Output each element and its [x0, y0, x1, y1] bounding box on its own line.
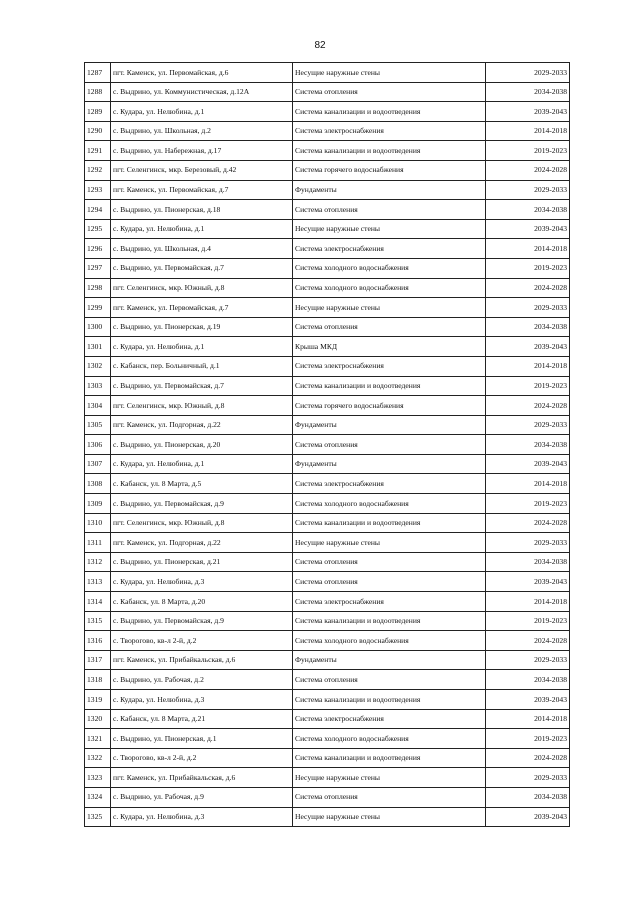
repair-period-cell: 2014-2018 [486, 709, 570, 729]
table-row [85, 709, 570, 729]
table-row [85, 533, 570, 553]
repair-period-cell: 2034-2038 [486, 787, 570, 807]
row-number-cell: 1291 [85, 141, 111, 161]
address-cell: с. Кабанск, ул. 8 Марта, д.5 [111, 474, 293, 494]
table-row [85, 435, 570, 455]
building-system-cell: Фундаменты [293, 650, 486, 670]
building-system-cell: Система отопления [293, 787, 486, 807]
repair-period-cell: 2024-2028 [486, 513, 570, 533]
address-cell: с. Кабанск, пер. Больничный, д.1 [111, 356, 293, 376]
building-system-cell: Система канализации и водоотведения [293, 513, 486, 533]
table-row [85, 787, 570, 807]
repair-period-cell: 2019-2023 [486, 729, 570, 749]
row-number-cell: 1312 [85, 552, 111, 572]
address-cell: пгт. Селенгинск, мкр. Березовый, д.42 [111, 160, 293, 180]
row-number-cell: 1293 [85, 180, 111, 200]
row-number-cell: 1309 [85, 494, 111, 514]
row-number-cell: 1308 [85, 474, 111, 494]
table-row [85, 278, 570, 298]
row-number-cell: 1321 [85, 729, 111, 749]
repair-period-cell: 2039-2043 [486, 219, 570, 239]
row-number-cell: 1298 [85, 278, 111, 298]
address-cell: с. Выдрино, ул. Школьная, д.4 [111, 239, 293, 259]
building-system-cell: Система холодного водоснабжения [293, 494, 486, 514]
table-row [85, 356, 570, 376]
table-row [85, 396, 570, 416]
building-system-cell: Система горячего водоснабжения [293, 160, 486, 180]
row-number-cell: 1319 [85, 690, 111, 710]
repair-period-cell: 2014-2018 [486, 239, 570, 259]
repair-period-cell: 2029-2033 [486, 298, 570, 318]
row-number-cell: 1324 [85, 787, 111, 807]
building-system-cell: Система канализации и водоотведения [293, 690, 486, 710]
row-number-cell: 1320 [85, 709, 111, 729]
repair-period-cell: 2014-2018 [486, 121, 570, 141]
repair-period-cell: 2019-2023 [486, 258, 570, 278]
row-number-cell: 1296 [85, 239, 111, 259]
building-system-cell: Система отопления [293, 317, 486, 337]
repair-period-cell: 2024-2028 [486, 160, 570, 180]
building-system-cell: Система горячего водоснабжения [293, 396, 486, 416]
table-row [85, 670, 570, 690]
building-system-cell: Система электроснабжения [293, 239, 486, 259]
address-cell: с. Кудара, ул. Нелюбина, д.1 [111, 337, 293, 357]
row-number-cell: 1307 [85, 454, 111, 474]
table-row [85, 376, 570, 396]
table-row [85, 102, 570, 122]
building-system-cell: Несущие наружные стены [293, 298, 486, 318]
address-cell: с. Выдрино, ул. Рабочая, д.2 [111, 670, 293, 690]
row-number-cell: 1290 [85, 121, 111, 141]
address-cell: с. Выдрино, ул. Первомайская, д.7 [111, 376, 293, 396]
address-cell: с. Кудара, ул. Нелюбина, д.1 [111, 102, 293, 122]
table-row [85, 454, 570, 474]
table-row [85, 298, 570, 318]
repair-period-cell: 2029-2033 [486, 533, 570, 553]
address-cell: с. Творогово, кв-л 2-й, д.2 [111, 631, 293, 651]
address-cell: с. Кудара, ул. Нелюбина, д.3 [111, 807, 293, 827]
repair-period-cell: 2034-2038 [486, 317, 570, 337]
row-number-cell: 1316 [85, 631, 111, 651]
address-cell: пгт. Каменск, ул. Прибайкальская, д.6 [111, 768, 293, 788]
address-cell: пгт. Каменск, ул. Первомайская, д.7 [111, 298, 293, 318]
building-system-cell: Система канализации и водоотведения [293, 102, 486, 122]
table-row [85, 729, 570, 749]
table-row [85, 219, 570, 239]
address-cell: с. Выдрино, ул. Коммунистическая, д.12А [111, 82, 293, 102]
table-row [85, 317, 570, 337]
repair-period-cell: 2039-2043 [486, 690, 570, 710]
repair-period-cell: 2034-2038 [486, 82, 570, 102]
building-system-cell: Система канализации и водоотведения [293, 748, 486, 768]
address-cell: с. Кабанск, ул. 8 Марта, д.21 [111, 709, 293, 729]
repair-period-cell: 2039-2043 [486, 102, 570, 122]
repair-period-cell: 2019-2023 [486, 494, 570, 514]
row-number-cell: 1322 [85, 748, 111, 768]
row-number-cell: 1300 [85, 317, 111, 337]
building-system-cell: Фундаменты [293, 415, 486, 435]
repair-period-cell: 2024-2028 [486, 278, 570, 298]
building-system-cell: Система отопления [293, 82, 486, 102]
address-cell: с. Выдрино, ул. Набережная, д.17 [111, 141, 293, 161]
table-row [85, 82, 570, 102]
repair-period-cell: 2029-2033 [486, 63, 570, 83]
row-number-cell: 1302 [85, 356, 111, 376]
repair-period-cell: 2039-2043 [486, 572, 570, 592]
repair-period-cell: 2014-2018 [486, 356, 570, 376]
table-row [85, 513, 570, 533]
row-number-cell: 1305 [85, 415, 111, 435]
repair-schedule-table [84, 62, 570, 827]
address-cell: пгт. Селенгинск, мкр. Южный, д.8 [111, 513, 293, 533]
row-number-cell: 1317 [85, 650, 111, 670]
repair-period-cell: 2039-2043 [486, 807, 570, 827]
table-row [85, 160, 570, 180]
building-system-cell: Система электроснабжения [293, 592, 486, 612]
row-number-cell: 1314 [85, 592, 111, 612]
table-row [85, 768, 570, 788]
row-number-cell: 1303 [85, 376, 111, 396]
building-system-cell: Система электроснабжения [293, 474, 486, 494]
repair-period-cell: 2024-2028 [486, 748, 570, 768]
row-number-cell: 1306 [85, 435, 111, 455]
table-row [85, 415, 570, 435]
row-number-cell: 1323 [85, 768, 111, 788]
building-system-cell: Несущие наружные стены [293, 807, 486, 827]
address-cell: с. Выдрино, ул. Первомайская, д.9 [111, 494, 293, 514]
building-system-cell: Система канализации и водоотведения [293, 611, 486, 631]
building-system-cell: Система канализации и водоотведения [293, 141, 486, 161]
building-system-cell: Фундаменты [293, 454, 486, 474]
repair-period-cell: 2034-2038 [486, 670, 570, 690]
address-cell: пгт. Каменск, ул. Прибайкальская, д.6 [111, 650, 293, 670]
address-cell: пгт. Селенгинск, мкр. Южный, д.8 [111, 278, 293, 298]
address-cell: с. Кудара, ул. Нелюбина, д.1 [111, 454, 293, 474]
repair-period-cell: 2029-2033 [486, 768, 570, 788]
repair-period-cell: 2024-2028 [486, 396, 570, 416]
address-cell: с. Выдрино, ул. Пионерская, д.19 [111, 317, 293, 337]
repair-period-cell: 2034-2038 [486, 200, 570, 220]
repair-period-cell: 2039-2043 [486, 337, 570, 357]
address-cell: с. Творогово, кв-л 2-й, д.2 [111, 748, 293, 768]
row-number-cell: 1292 [85, 160, 111, 180]
building-system-cell: Система холодного водоснабжения [293, 278, 486, 298]
address-cell: с. Кудара, ул. Нелюбина, д.1 [111, 219, 293, 239]
repair-period-cell: 2039-2043 [486, 454, 570, 474]
building-system-cell: Система отопления [293, 572, 486, 592]
building-system-cell: Система электроснабжения [293, 121, 486, 141]
row-number-cell: 1289 [85, 102, 111, 122]
repair-period-cell: 2019-2023 [486, 376, 570, 396]
address-cell: с. Выдрино, ул. Школьная, д.2 [111, 121, 293, 141]
row-number-cell: 1310 [85, 513, 111, 533]
address-cell: с. Кудара, ул. Нелюбина, д.3 [111, 572, 293, 592]
building-system-cell: Несущие наружные стены [293, 219, 486, 239]
row-number-cell: 1299 [85, 298, 111, 318]
address-cell: с. Выдрино, ул. Пионерская, д.1 [111, 729, 293, 749]
repair-period-cell: 2019-2023 [486, 141, 570, 161]
repair-period-cell: 2034-2038 [486, 435, 570, 455]
table-row [85, 474, 570, 494]
table-row [85, 121, 570, 141]
building-system-cell: Несущие наружные стены [293, 768, 486, 788]
building-system-cell: Система отопления [293, 552, 486, 572]
table-row [85, 258, 570, 278]
building-system-cell: Система электроснабжения [293, 356, 486, 376]
table-row [85, 337, 570, 357]
row-number-cell: 1288 [85, 82, 111, 102]
address-cell: с. Кабанск, ул. 8 Марта, д.20 [111, 592, 293, 612]
building-system-cell: Несущие наружные стены [293, 533, 486, 553]
table-row [85, 611, 570, 631]
address-cell: пгт. Каменск, ул. Подгорная, д.22 [111, 415, 293, 435]
table-row [85, 180, 570, 200]
table-body [85, 63, 570, 827]
address-cell: с. Выдрино, ул. Первомайская, д.7 [111, 258, 293, 278]
building-system-cell: Система электроснабжения [293, 709, 486, 729]
building-system-cell: Несущие наружные стены [293, 63, 486, 83]
building-system-cell: Система отопления [293, 435, 486, 455]
table-row [85, 572, 570, 592]
repair-period-cell: 2014-2018 [486, 592, 570, 612]
table-row [85, 748, 570, 768]
building-system-cell: Система канализации и водоотведения [293, 376, 486, 396]
building-system-cell: Система отопления [293, 670, 486, 690]
table-row [85, 200, 570, 220]
repair-period-cell: 2029-2033 [486, 650, 570, 670]
building-system-cell: Система холодного водоснабжения [293, 258, 486, 278]
row-number-cell: 1297 [85, 258, 111, 278]
table-row [85, 631, 570, 651]
table-row [85, 552, 570, 572]
repair-period-cell: 2029-2033 [486, 415, 570, 435]
repair-period-cell: 2019-2023 [486, 611, 570, 631]
table-row [85, 592, 570, 612]
address-cell: пгт. Каменск, ул. Первомайская, д.7 [111, 180, 293, 200]
repair-period-cell: 2014-2018 [486, 474, 570, 494]
repair-period-cell: 2024-2028 [486, 631, 570, 651]
table-row [85, 690, 570, 710]
row-number-cell: 1301 [85, 337, 111, 357]
row-number-cell: 1313 [85, 572, 111, 592]
address-cell: с. Выдрино, ул. Рабочая, д.9 [111, 787, 293, 807]
row-number-cell: 1304 [85, 396, 111, 416]
address-cell: с. Выдрино, ул. Пионерская, д.18 [111, 200, 293, 220]
address-cell: пгт. Каменск, ул. Подгорная, д.22 [111, 533, 293, 553]
page-number: 82 [314, 40, 326, 51]
table-row [85, 239, 570, 259]
building-system-cell: Фундаменты [293, 180, 486, 200]
row-number-cell: 1311 [85, 533, 111, 553]
building-system-cell: Крыша МКД [293, 337, 486, 357]
row-number-cell: 1295 [85, 219, 111, 239]
building-system-cell: Система холодного водоснабжения [293, 631, 486, 651]
address-cell: пгт. Каменск, ул. Первомайская, д.6 [111, 63, 293, 83]
row-number-cell: 1294 [85, 200, 111, 220]
row-number-cell: 1315 [85, 611, 111, 631]
table-row [85, 807, 570, 827]
address-cell: с. Выдрино, ул. Пионерская, д.20 [111, 435, 293, 455]
row-number-cell: 1287 [85, 63, 111, 83]
building-system-cell: Система холодного водоснабжения [293, 729, 486, 749]
address-cell: с. Выдрино, ул. Первомайская, д.9 [111, 611, 293, 631]
table-row [85, 650, 570, 670]
repair-period-cell: 2029-2033 [486, 180, 570, 200]
address-cell: пгт. Селенгинск, мкр. Южный, д.8 [111, 396, 293, 416]
address-cell: с. Выдрино, ул. Пионерская, д.21 [111, 552, 293, 572]
table-row [85, 63, 570, 83]
table-row [85, 494, 570, 514]
row-number-cell: 1318 [85, 670, 111, 690]
row-number-cell: 1325 [85, 807, 111, 827]
table-row [85, 141, 570, 161]
building-system-cell: Система отопления [293, 200, 486, 220]
repair-period-cell: 2034-2038 [486, 552, 570, 572]
address-cell: с. Кудара, ул. Нелюбина, д.3 [111, 690, 293, 710]
